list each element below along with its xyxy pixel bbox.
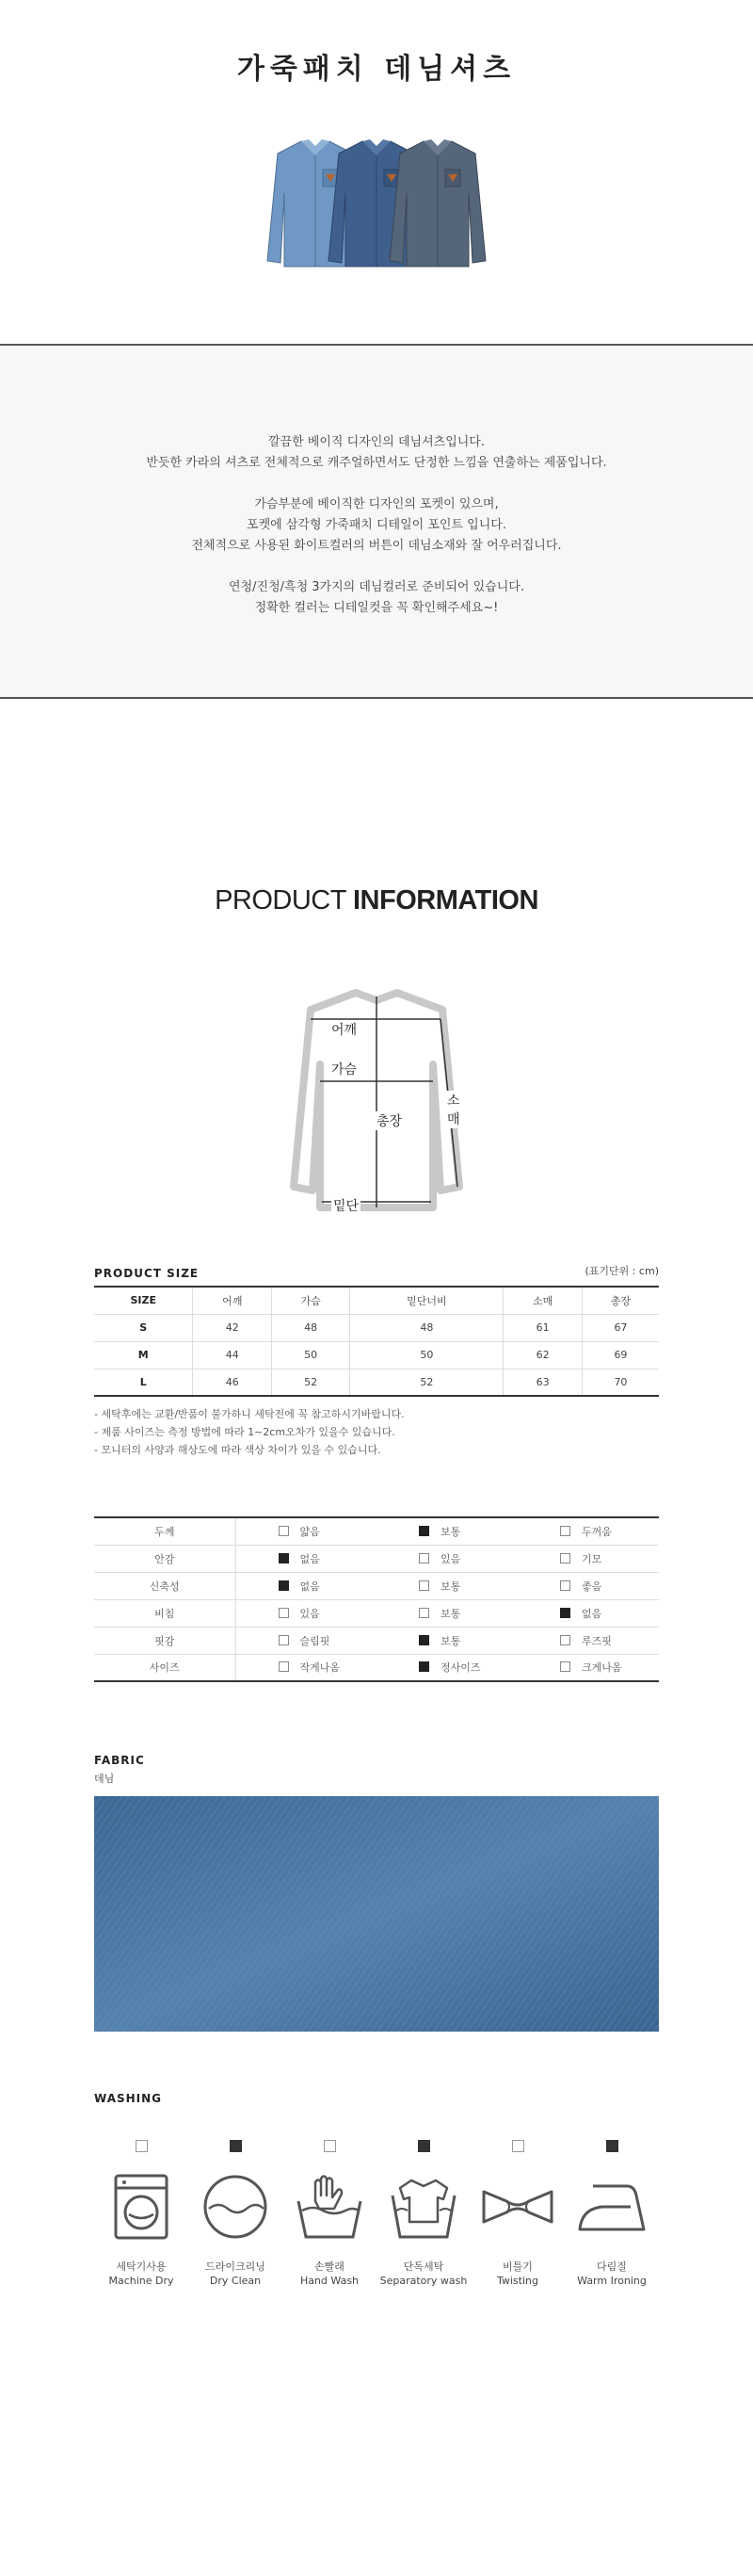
length-label: 총장 <box>375 1111 404 1130</box>
feel-option <box>518 1517 659 1545</box>
size-value-cell: 50 <box>271 1341 349 1369</box>
fit-feel-table <box>94 1516 659 1682</box>
feel-option-label: 크게나옴 <box>582 1661 622 1675</box>
feel-row <box>94 1572 659 1599</box>
size-column-header: 총장 <box>582 1287 659 1314</box>
feel-option <box>518 1572 659 1599</box>
size-value-cell: 42 <box>193 1314 271 1341</box>
hem-label: 밑단 <box>331 1196 360 1215</box>
size-value-cell: 46 <box>193 1369 271 1396</box>
feel-option <box>518 1599 659 1627</box>
unchecked-box-icon <box>136 2140 148 2152</box>
size-unit: (표기단위 : cm) <box>585 1265 659 1277</box>
feel-attribute-label: 비침 <box>94 1599 235 1627</box>
unchecked-box-icon <box>279 1608 289 1618</box>
chest-label: 가슴 <box>329 1060 359 1078</box>
size-row <box>94 1314 659 1341</box>
description-paragraph <box>0 577 753 619</box>
product-title: 가죽패치 데님셔츠 <box>236 53 517 86</box>
feel-option-label: 보통 <box>441 1634 461 1647</box>
feel-option <box>235 1572 376 1599</box>
iron-icon <box>555 2173 668 2241</box>
washing-label-en: Warm Ironing <box>577 2275 647 2287</box>
shirt-outline-icon <box>282 989 471 1215</box>
description-line: 가슴부분에 베이직한 디자인의 포켓이 있으며, <box>254 497 499 511</box>
size-value-cell: 61 <box>504 1314 582 1341</box>
size-value-cell: 63 <box>504 1369 582 1396</box>
feel-option-label: 두꺼움 <box>582 1525 612 1538</box>
washing-item <box>555 2140 668 2288</box>
hero-shirts-image <box>254 127 499 278</box>
feel-option-label: 기모 <box>582 1552 602 1565</box>
unchecked-box-icon <box>419 1553 429 1563</box>
size-name-cell: M <box>94 1341 193 1369</box>
feel-option-label: 보통 <box>441 1580 461 1593</box>
feel-option-label: 슬림핏 <box>299 1634 330 1647</box>
size-value-cell: 69 <box>582 1341 659 1369</box>
description-line: 반듯한 카라의 셔츠로 전체적으로 캐주얼하면서도 단정한 느낌을 연출하는 제품입니다. <box>146 456 607 470</box>
fabric-heading: FABRIC <box>94 1754 145 1767</box>
washing-label-en: Dry Clean <box>209 2275 262 2287</box>
note-line: - 모니터의 사양과 해상도에 따라 색상 차이가 있을 수 있습니다. <box>94 1444 381 1456</box>
feel-attribute-label: 안감 <box>94 1545 235 1572</box>
feel-option <box>376 1654 518 1681</box>
feel-row <box>94 1599 659 1627</box>
size-column-header: 소매 <box>504 1287 582 1314</box>
heading-light: PRODUCT <box>215 885 346 915</box>
washing-label-kr: 비틀기 <box>503 2260 533 2273</box>
size-heading: PRODUCT SIZE <box>94 1267 200 1280</box>
feel-option <box>235 1517 376 1545</box>
feel-option-label: 없음 <box>299 1580 320 1593</box>
unchecked-box-icon <box>279 1661 289 1672</box>
feel-option-label: 좋음 <box>582 1580 602 1593</box>
size-value-cell: 52 <box>271 1369 349 1396</box>
checked-box-icon <box>419 1526 429 1536</box>
size-header <box>94 1263 659 1281</box>
size-value-cell: 52 <box>350 1369 504 1396</box>
sleeve-label: 소매 <box>445 1091 471 1128</box>
measurement-diagram <box>282 989 471 1215</box>
feel-option-label: 루즈핏 <box>582 1634 612 1647</box>
black-denim-shirt-image <box>386 137 489 268</box>
feel-attribute-label: 두께 <box>94 1517 235 1545</box>
feel-option <box>376 1627 518 1654</box>
feel-option-label: 없음 <box>299 1552 320 1565</box>
feel-option-label: 얇음 <box>299 1525 320 1538</box>
feel-option-label: 보통 <box>441 1607 461 1620</box>
feel-row <box>94 1654 659 1681</box>
feel-option <box>518 1545 659 1572</box>
size-column-header: SIZE <box>94 1287 193 1314</box>
size-value-cell: 67 <box>582 1314 659 1341</box>
feel-option-label: 없음 <box>582 1607 602 1620</box>
description-line: 전체적으로 사용된 화이트컬러의 버튼이 데님소재와 잘 어우러집니다. <box>191 539 562 553</box>
feel-option <box>235 1545 376 1572</box>
heading-bold: INFORMATION <box>353 885 538 915</box>
unchecked-box-icon <box>419 1580 429 1591</box>
checked-box-icon <box>560 1608 570 1618</box>
checked-box-icon <box>419 1635 429 1645</box>
unchecked-box-icon <box>560 1635 570 1645</box>
feel-option-label: 있음 <box>299 1607 320 1620</box>
description-box <box>0 344 753 699</box>
checked-box-icon <box>279 1580 289 1591</box>
size-value-cell: 48 <box>350 1314 504 1341</box>
description-text <box>0 346 753 619</box>
size-table <box>94 1286 659 1397</box>
feel-row <box>94 1545 659 1572</box>
checked-box-icon <box>419 1661 429 1672</box>
feel-attribute-label: 사이즈 <box>94 1654 235 1681</box>
description-paragraph <box>0 432 753 474</box>
size-row <box>94 1341 659 1369</box>
washing-label-en: Twisting <box>496 2275 538 2287</box>
washing-label-kr: 세탁기사용 <box>116 2260 167 2273</box>
size-name-cell: L <box>94 1369 193 1396</box>
washing-label-kr: 드라이크리닝 <box>205 2260 265 2273</box>
feel-option <box>376 1517 518 1545</box>
size-column-header: 어깨 <box>193 1287 271 1314</box>
checked-box-icon <box>279 1553 289 1563</box>
feel-option-label: 보통 <box>441 1525 461 1538</box>
washing-heading: WASHING <box>94 2092 163 2105</box>
unchecked-box-icon <box>560 1661 570 1672</box>
fabric-texture-image <box>94 1796 659 2032</box>
size-name-cell: S <box>94 1314 193 1341</box>
size-value-cell: 70 <box>582 1369 659 1396</box>
feel-row <box>94 1627 659 1654</box>
washing-label-en: Hand Wash <box>299 2275 360 2287</box>
feel-option-label: 작게나옴 <box>299 1661 341 1675</box>
feel-row <box>94 1517 659 1545</box>
size-notes <box>94 1405 405 1459</box>
unchecked-box-icon <box>560 1526 570 1536</box>
description-line: 포켓에 삼각형 가죽패치 디테일이 포인트 입니다. <box>247 518 506 532</box>
size-value-cell: 48 <box>271 1314 349 1341</box>
unchecked-box-icon <box>419 1608 429 1618</box>
feel-option <box>376 1599 518 1627</box>
shoulder-label: 어깨 <box>329 1020 359 1039</box>
note-line: - 세탁후에는 교환/반품이 불가하니 세탁전에 꼭 참고하시기바랍니다. <box>94 1408 405 1420</box>
feel-option-label: 있음 <box>441 1552 461 1565</box>
size-column-header: 가슴 <box>271 1287 349 1314</box>
description-line: 연청/진청/흑청 3가지의 데님컬러로 준비되어 있습니다. <box>229 580 524 594</box>
size-value-cell: 50 <box>350 1341 504 1369</box>
fabric-name: 데님 <box>94 1773 115 1785</box>
size-value-cell: 62 <box>504 1341 582 1369</box>
product-information-heading <box>0 885 753 916</box>
feel-option-label: 정사이즈 <box>441 1661 481 1675</box>
checked-box-icon <box>606 2140 618 2152</box>
size-row <box>94 1369 659 1396</box>
size-value-cell: 44 <box>193 1341 271 1369</box>
unchecked-box-icon <box>324 2140 336 2152</box>
washing-label-en: Machine Dry <box>108 2275 174 2287</box>
feel-attribute-label: 신축성 <box>94 1572 235 1599</box>
feel-option <box>518 1654 659 1681</box>
feel-option <box>235 1654 376 1681</box>
unchecked-box-icon <box>560 1553 570 1563</box>
description-line: 정확한 컬러는 디테일컷을 꼭 확인해주세요~! <box>254 601 499 615</box>
feel-option <box>518 1627 659 1654</box>
unchecked-box-icon <box>279 1635 289 1645</box>
unchecked-box-icon <box>560 1580 570 1591</box>
unchecked-box-icon <box>512 2140 524 2152</box>
feel-option <box>235 1627 376 1654</box>
washing-label-kr: 다림질 <box>597 2260 627 2273</box>
feel-option <box>235 1599 376 1627</box>
size-column-header: 밑단너비 <box>350 1287 504 1314</box>
feel-attribute-label: 핏감 <box>94 1627 235 1654</box>
washing-label-kr: 손빨래 <box>314 2260 344 2273</box>
checked-box-icon <box>230 2140 242 2152</box>
description-line: 깔끔한 베이직 디자인의 데님셔츠입니다. <box>267 435 485 449</box>
note-line: - 제품 사이즈는 측정 방법에 따라 1~2cm오차가 있을수 있습니다. <box>94 1426 395 1438</box>
unchecked-box-icon <box>279 1526 289 1536</box>
washing-label-en: Separatory wash <box>379 2275 468 2287</box>
description-paragraph <box>0 494 753 557</box>
feel-option <box>376 1572 518 1599</box>
feel-option <box>376 1545 518 1572</box>
washing-label-kr: 단독세탁 <box>403 2260 444 2273</box>
checked-box-icon <box>418 2140 430 2152</box>
